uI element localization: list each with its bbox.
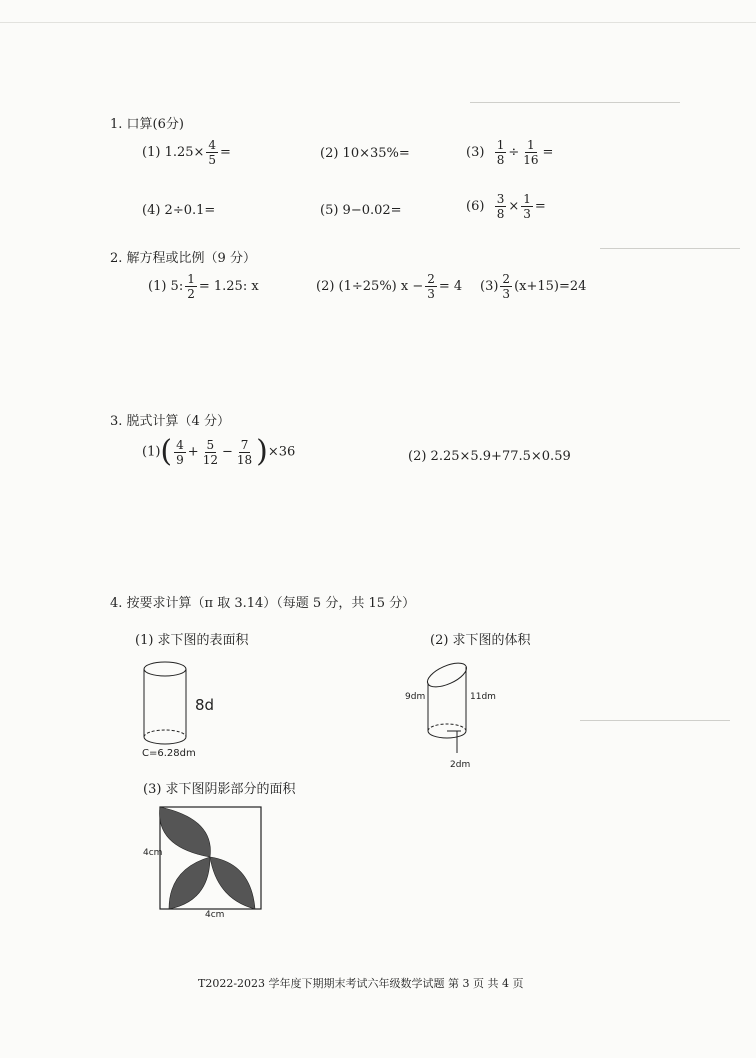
section-3-title: 3. 脱式计算（4 分） bbox=[110, 414, 230, 429]
s1-question-1: (1) 1.25× $\frac{4}{5}$ = bbox=[142, 138, 231, 167]
s2-question-1: (1) 5: $\frac{1}{2}$ = 1.25: x bbox=[148, 272, 259, 301]
section-2-title: 2. 解方程或比例（9 分） bbox=[110, 251, 256, 266]
section-4-title: 4. 按要求计算（π 取 3.14）（每题 5 分，共 15 分） bbox=[110, 596, 416, 611]
s2-question-2: (2) (1÷25%) x − $\frac{2}{3}$ = 4 bbox=[316, 272, 463, 301]
s1-question-4: (4) 2÷0.1= bbox=[142, 203, 216, 218]
fraction: $\frac{4}{5}$ bbox=[208, 138, 217, 167]
height-label: 8d bbox=[195, 696, 215, 714]
circumference-label: C=6.28dm bbox=[142, 748, 196, 759]
left-height-label: 9dm bbox=[405, 692, 426, 702]
scan-noise bbox=[600, 248, 740, 249]
bottom-length-label: 4cm bbox=[205, 910, 225, 920]
section-1-title: 1. 口算(6分) bbox=[110, 117, 184, 132]
s3-question-1: (1)( $\frac{4}{9}$ + $\frac{5}{12}$ − $\frac{7}{18}$ )×36 bbox=[142, 434, 296, 469]
s1-question-6: (6) $\frac{3}{8}$ × $\frac{1}{3}$ = bbox=[466, 192, 546, 221]
side-length-label: 4cm bbox=[143, 848, 163, 858]
s4-question-3-title: (3) 求下图阴影部分的面积 bbox=[143, 782, 296, 797]
radius-label: 2dm bbox=[450, 760, 471, 770]
s1-question-5: (5) 9−0.02= bbox=[320, 203, 402, 218]
s4-question-2-title: (2) 求下图的体积 bbox=[430, 633, 531, 648]
s3-question-2: (2) 2.25×5.9+77.5×0.59 bbox=[408, 449, 571, 464]
right-height-label: 11dm bbox=[470, 692, 496, 702]
shaded-square-figure bbox=[155, 805, 265, 910]
scan-noise bbox=[0, 22, 756, 23]
s1-question-2: (2) 10×35%= bbox=[320, 146, 410, 161]
scan-noise bbox=[470, 102, 680, 103]
slanted-cylinder-figure bbox=[420, 645, 500, 760]
page-footer: T2022-2023 学年度下期期末考试六年级数学试题 第 3 页 共 4 页 bbox=[198, 977, 524, 990]
scan-noise bbox=[580, 720, 730, 721]
s4-question-1-title: (1) 求下图的表面积 bbox=[135, 633, 249, 648]
s1-question-3: (3) $\frac{1}{8}$ ÷ $\frac{1}{16}$ = bbox=[466, 138, 554, 167]
s2-question-3: (3) $\frac{2}{3}$ (x+15)=24 bbox=[480, 272, 587, 301]
